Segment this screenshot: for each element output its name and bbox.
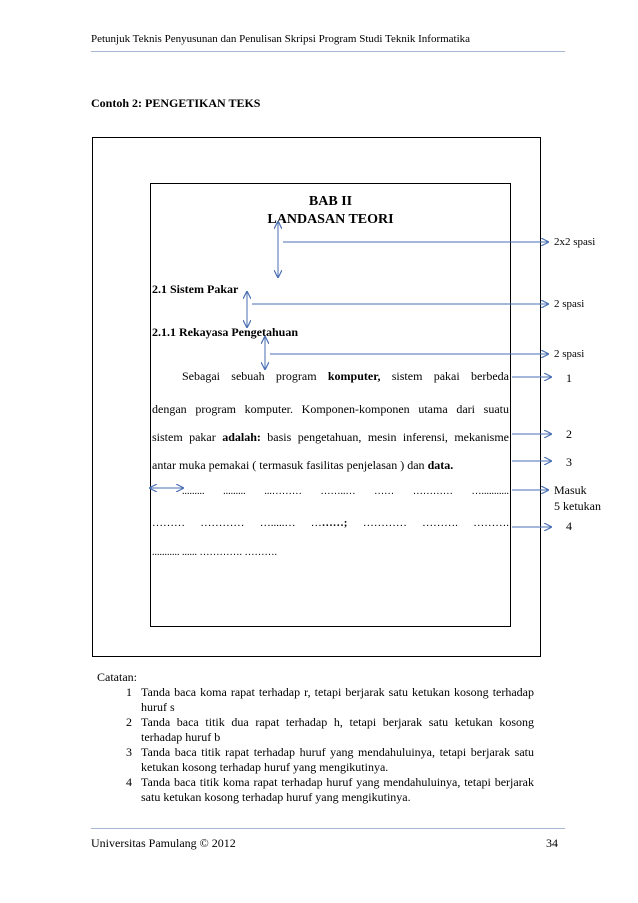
para-text: antar muka pemakai ( termasuk fasilitas penjelasan ) dan bbox=[152, 458, 428, 472]
label-2-spasi-a: 2 spasi bbox=[554, 298, 585, 310]
label-masuk: Masuk bbox=[554, 483, 587, 497]
dots-line-3: ........... ...... …………. ………. bbox=[152, 547, 277, 558]
dots-bold-semicolon: ……; bbox=[321, 517, 348, 529]
paragraph-line-2: dengan program komputer. Komponen-komponen utama dari suatu bbox=[152, 402, 509, 416]
notes-title: Catatan: bbox=[97, 670, 137, 684]
para-text: sistem pakar bbox=[152, 430, 223, 444]
label-5-ketukan: 5 ketukan bbox=[554, 499, 601, 513]
chapter-title: LANDASAN TEORI bbox=[267, 212, 394, 227]
marker-2: 2 bbox=[566, 427, 572, 441]
footer-institution: Universitas Pamulang © 2012 bbox=[91, 836, 236, 850]
para-bold-adalah: adalah: bbox=[222, 430, 261, 444]
footer-rule bbox=[91, 828, 565, 829]
para-bold-komputer: komputer, bbox=[327, 369, 381, 383]
label-2x2-spasi: 2x2 spasi bbox=[554, 236, 596, 248]
note-text: Tanda baca titik koma rapat terhadap huruf yang mendahuluinya, tetapi berjarak satu ketukan kosong terhadap huruf yang mengikutinya. bbox=[141, 775, 534, 804]
page-header: Petunjuk Teknis Penyusunan dan Penulisan Skripsi Program Studi Teknik Informatika bbox=[91, 33, 471, 45]
subheading-2-1-1: 2.1.1 Rekayasa Pengetahuan bbox=[152, 325, 299, 339]
note-number: 2 bbox=[126, 715, 132, 729]
para-text: sistem pakai berbeda bbox=[380, 369, 509, 383]
note-number: 3 bbox=[126, 745, 132, 759]
marker-3: 3 bbox=[566, 455, 572, 469]
subheading-2-1: 2.1 Sistem Pakar bbox=[152, 282, 239, 296]
section-title: Contoh 2: PENGETIKAN TEKS bbox=[91, 96, 261, 110]
note-number: 1 bbox=[126, 685, 132, 699]
note-number: 4 bbox=[126, 775, 132, 789]
note-text: Tanda baca titik dua rapat terhadap h, tetapi berjarak satu ketukan kosong terhadap huruf b bbox=[141, 715, 534, 744]
note-text: Tanda baca koma rapat terhadap r, tetapi berjarak satu ketukan kosong terhadap huruf s bbox=[141, 685, 534, 714]
page-number: 34 bbox=[546, 836, 558, 850]
para-text: Sebagai sebuah program bbox=[182, 369, 328, 383]
para-bold-data: data. bbox=[427, 458, 454, 472]
dots-text: ……… ………… ….....… … bbox=[152, 517, 322, 529]
marker-4: 4 bbox=[566, 519, 572, 533]
label-2-spasi-b: 2 spasi bbox=[554, 348, 585, 360]
note-text: Tanda baca titik rapat terhadap huruf yang mendahuluinya, tetapi berjarak satu ketukan kosong terhadap huruf yang mengikutinya. bbox=[141, 745, 534, 774]
chapter-number: BAB II bbox=[308, 194, 353, 209]
dots-line-1: ......... ......... ...……… ……..… …… ………… …........... bbox=[182, 486, 509, 497]
marker-1: 1 bbox=[566, 371, 572, 385]
dots-text: ………… ………. ………. bbox=[347, 517, 510, 529]
para-text: basis pengetahuan, mesin inferensi, mekanisme bbox=[260, 430, 509, 444]
